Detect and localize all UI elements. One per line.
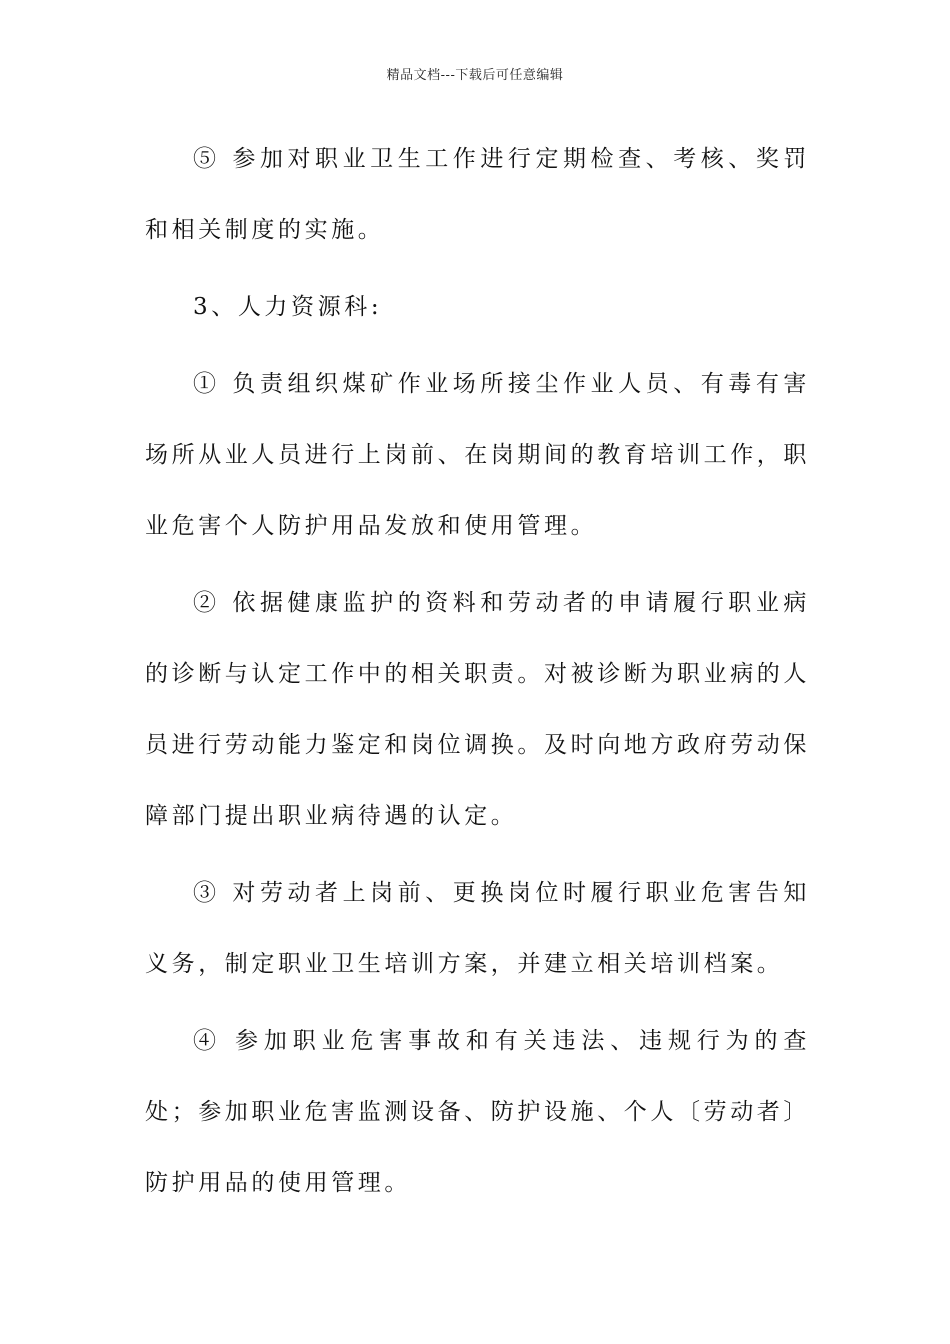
- page-header: 精品文档---下载后可任意编辑: [386, 68, 564, 83]
- document-body: [145, 124, 810, 1225]
- paragraph-item-3-notification: ③ 对劳动者上岗前、更换岗位时履行职业危害告知义务，制定职业卫生培训方案，并建立相关培训档案。: [145, 880, 810, 977]
- paragraph-item-4-investigation: ④ 参加职业危害事故和有关违法、违规行为的查处；参加职业危害监测设备、防护设施、个人〔劳动者〕防护用品的使用管理。: [145, 1028, 810, 1196]
- section-heading-hr-department: 3、人力资源科:: [193, 294, 383, 320]
- paragraph-item-5-implementation: ⑤ 参加对职业卫生工作进行定期检查、考核、奖罚和相关制度的实施。: [145, 146, 810, 243]
- paragraph-item-2-diagnosis: ② 依据健康监护的资料和劳动者的申请履行职业病的诊断与认定工作中的相关职责。对被诊断为职业病的人员进行劳动能力鉴定和岗位调换。及时向地方政府劳动保障部门提出职业病待遇的认定。: [145, 590, 810, 829]
- paragraph-item-1-training: ① 负责组织煤矿作业场所接尘作业人员、有毒有害场所从业人员进行上岗前、在岗期间的教育培训工作，职业危害个人防护用品发放和使用管理。: [145, 371, 810, 539]
